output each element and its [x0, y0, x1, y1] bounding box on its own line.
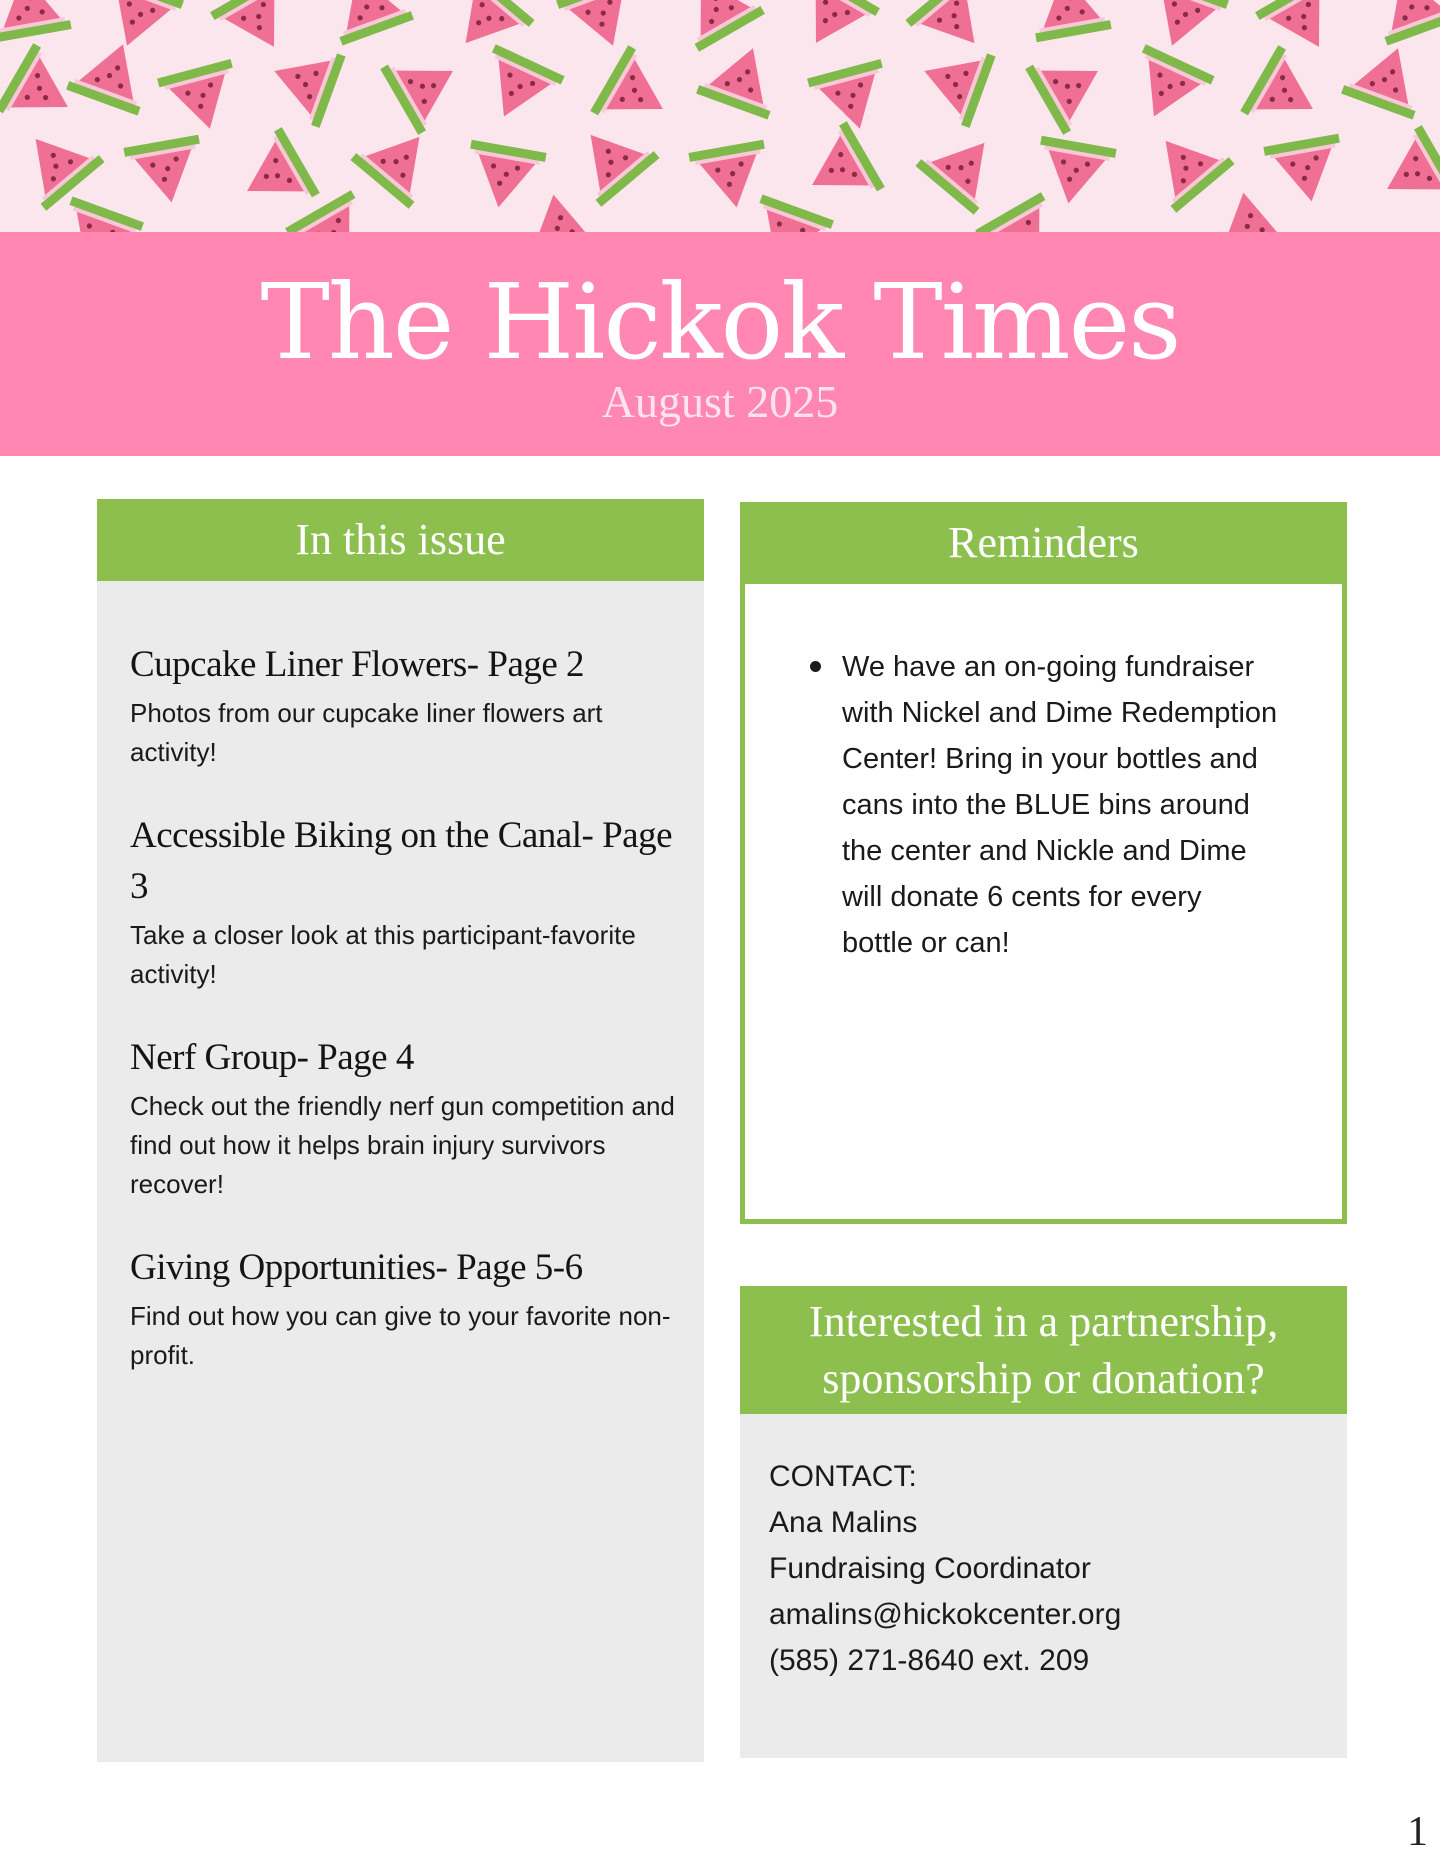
issue-item	[130, 639, 675, 772]
issue-item-description: Photos from our cupcake liner flowers art activity!	[130, 698, 603, 767]
partnership-heading-line: Interested in a partnership,	[808, 1297, 1279, 1346]
issue-item-description: Find out how you can give to your favorite non-profit.	[130, 1301, 671, 1370]
issue-item	[130, 1032, 675, 1204]
issue-item-title: Nerf Group- Page 4	[130, 1037, 414, 1078]
issue-item	[130, 810, 675, 994]
reminders-heading: Reminders	[740, 502, 1347, 584]
contact-label: CONTACT:	[769, 1460, 917, 1493]
reminder-text: We have an on-going fundraiser with Nickel and Dime Redemption Center! Bring in your bottles and cans into the BLUE bins around the center and Nickle and Dime will donate 6 cents for every bottle or can!	[842, 651, 1278, 959]
watermelon-slice-icon	[0, 0, 1440, 232]
issue-item-title: Cupcake Liner Flowers- Page 2	[130, 644, 585, 685]
contact-role: Fundraising Coordinator	[769, 1552, 1091, 1585]
reminder-item	[810, 644, 1280, 966]
newsletter-title: The Hickok Times	[260, 261, 1180, 383]
in-this-issue-heading: In this issue	[97, 499, 704, 581]
issue-item-title: Giving Opportunities- Page 5-6	[130, 1247, 583, 1288]
reminders-list	[810, 644, 1280, 966]
issue-item	[130, 1242, 675, 1375]
reminders-panel	[740, 584, 1347, 1224]
bullet-icon	[810, 661, 821, 672]
contact-phone[interactable]: (585) 271-8640 ext. 209	[769, 1644, 1090, 1677]
contact-name: Ana Malins	[769, 1506, 918, 1539]
issue-item-description: Take a closer look at this participant-favorite activity!	[130, 920, 636, 989]
partnership-heading-line: sponsorship or donation?	[822, 1354, 1265, 1403]
partnership-panel	[740, 1414, 1347, 1758]
contact-block	[769, 1454, 1121, 1684]
in-this-issue-panel	[97, 581, 704, 1762]
issue-item-description: Check out the friendly nerf gun competition and find out how it helps brain injury survivors recover!	[130, 1091, 675, 1199]
issue-date: August 2025	[601, 376, 839, 427]
watermelon-pattern-banner	[0, 0, 1440, 232]
issue-list	[130, 639, 675, 1413]
contact-email[interactable]: amalins@hickokcenter.org	[769, 1598, 1122, 1631]
page-number: 1	[1407, 1809, 1428, 1855]
masthead	[0, 232, 1440, 456]
partnership-heading	[740, 1286, 1347, 1414]
issue-item-title: Accessible Biking on the Canal- Page 3	[130, 815, 673, 907]
